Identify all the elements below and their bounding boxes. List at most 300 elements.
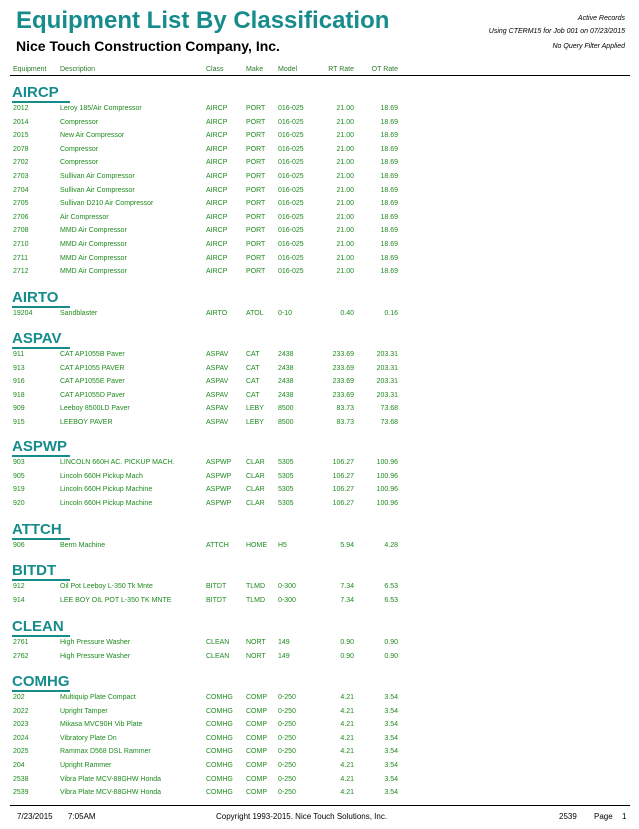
cell-description: LINCOLN 660H AC. PICKUP MACH.: [60, 459, 175, 466]
cell-equipment-id: 919: [13, 486, 25, 494]
table-row: [0, 129, 639, 142]
cell-class: AIRCP: [206, 200, 228, 208]
cell-equipment-id: 918: [13, 391, 25, 399]
table-row: [0, 156, 639, 169]
cell-make: CAT: [246, 391, 260, 399]
cell-model: 0-250: [278, 748, 296, 756]
cell-model: 149: [278, 639, 290, 646]
cell-description: Oil Pot Leeboy L-350 Tk Mnte: [60, 583, 153, 590]
cell-rt-rate: 4.21: [340, 694, 354, 701]
cell-ot-rate: 3.54: [384, 707, 398, 715]
cell-description: Leroy 185/Air Compressor: [60, 105, 142, 112]
cell-description: LEEBOY PAVER: [60, 419, 113, 426]
cell-model: 2438: [278, 378, 294, 386]
cell-rt-rate: 21.00: [336, 241, 354, 248]
cell-ot-rate: 0.90: [384, 639, 398, 646]
table-row: [0, 580, 639, 593]
cell-rt-rate: 233.69: [332, 364, 354, 372]
group-heading: ATTCH: [12, 521, 62, 538]
cell-ot-rate: 18.69: [380, 186, 398, 194]
cell-ot-rate: 203.31: [376, 391, 398, 399]
cell-make: TLMD: [246, 583, 266, 590]
cell-class: COMHG: [206, 721, 233, 729]
cell-description: Vibra Plate MCV-88GHW Honda: [60, 775, 162, 783]
cell-class: AIRCP: [206, 132, 228, 140]
cell-class: ASPAV: [206, 378, 229, 386]
cell-model: 016-025: [278, 159, 304, 167]
cell-make: CLAR: [246, 472, 265, 480]
cell-model: 016-025: [278, 268, 304, 276]
cell-rt-rate: 7.34: [340, 596, 354, 604]
table-row: [0, 732, 639, 745]
cell-make: COMP: [246, 762, 267, 769]
cell-description: Lincoln 660H Pickup Machine: [60, 486, 153, 494]
cell-model: 0-250: [278, 707, 296, 715]
cell-rt-rate: 21.00: [336, 159, 354, 167]
cell-ot-rate: 203.31: [376, 378, 398, 386]
cell-model: 5305: [278, 459, 294, 466]
cell-ot-rate: 0.16: [384, 310, 398, 317]
cell-rt-rate: 21.00: [336, 132, 354, 140]
cell-description: Rammax D568 DSL Rammer: [60, 748, 151, 756]
cell-model: 016-025: [278, 200, 304, 208]
cell-make: ATOL: [246, 310, 264, 317]
cell-ot-rate: 18.69: [380, 118, 398, 126]
cell-rt-rate: 21.00: [336, 118, 354, 126]
cell-rt-rate: 4.21: [340, 789, 354, 797]
meta-active-records: Active Records: [577, 15, 625, 22]
table-row: [0, 705, 639, 718]
cell-model: 016-025: [278, 227, 304, 235]
cell-rt-rate: 21.00: [336, 268, 354, 276]
cell-rt-rate: 233.69: [332, 378, 354, 386]
cell-model: 2438: [278, 351, 294, 358]
cell-equipment-id: 906: [13, 542, 25, 549]
cell-class: AIRCP: [206, 241, 228, 248]
cell-description: Mikasa MVC90H Vib Plate: [60, 721, 143, 729]
cell-class: ASPWP: [206, 486, 232, 494]
cell-model: 0-10: [278, 310, 293, 317]
footer-page-label: Page: [594, 812, 613, 821]
table-row: [0, 389, 639, 402]
cell-ot-rate: 18.69: [380, 254, 398, 262]
table-row: [0, 116, 639, 129]
table-row: [0, 170, 639, 183]
cell-equipment-id: 2704: [13, 186, 29, 194]
cell-make: PORT: [246, 200, 266, 208]
cell-ot-rate: 100.96: [376, 486, 398, 494]
cell-equipment-id: 2025: [13, 748, 29, 756]
cell-rt-rate: 83.73: [336, 405, 354, 413]
cell-class: COMHG: [206, 734, 233, 742]
cell-ot-rate: 18.69: [380, 200, 398, 208]
cell-class: AIRCP: [206, 186, 228, 194]
cell-ot-rate: 3.54: [384, 762, 398, 769]
table-row: [0, 456, 639, 469]
table-row: [0, 143, 639, 156]
cell-rt-rate: 4.21: [340, 762, 354, 769]
cell-description: High Pressure Washer: [60, 639, 131, 646]
cell-model: 016-025: [278, 105, 304, 112]
cell-make: CAT: [246, 378, 260, 386]
footer-copyright: Copyright 1993-2015. Nice Touch Solutions, Inc.: [216, 812, 388, 821]
cell-ot-rate: 4.28: [384, 542, 398, 549]
footer-report-id: 2539: [559, 812, 577, 821]
group-heading: COMHG: [12, 673, 70, 690]
cell-ot-rate: 73.68: [380, 405, 398, 413]
cell-description: Berm Machine: [60, 542, 106, 549]
cell-rt-rate: 21.00: [336, 173, 354, 180]
table-row: [0, 184, 639, 197]
cell-ot-rate: 18.69: [380, 173, 398, 180]
cell-make: PORT: [246, 254, 266, 262]
cell-model: 5305: [278, 499, 294, 507]
cell-description: MMD Air Compressor: [60, 227, 127, 235]
cell-ot-rate: 3.54: [384, 694, 398, 701]
cell-model: 0-250: [278, 721, 296, 729]
cell-description: MMD Air Compressor: [60, 241, 127, 248]
cell-ot-rate: 18.69: [380, 241, 398, 248]
cell-rt-rate: 106.27: [332, 486, 354, 494]
cell-class: ATTCH: [206, 542, 229, 549]
cell-make: PORT: [246, 132, 266, 140]
cell-class: AIRCP: [206, 268, 228, 276]
cell-rt-rate: 0.40: [340, 310, 354, 317]
column-header-rt-rate: RT Rate: [328, 66, 354, 73]
cell-ot-rate: 3.54: [384, 775, 398, 783]
cell-class: ASPAV: [206, 391, 229, 399]
table-row: [0, 307, 639, 320]
cell-ot-rate: 18.69: [380, 213, 398, 221]
table-row: [0, 745, 639, 758]
cell-class: AIRCP: [206, 213, 228, 221]
cell-description: Sullivan Air Compressor: [60, 186, 135, 194]
header-rule: [10, 75, 630, 76]
cell-make: TLMD: [246, 596, 266, 604]
cell-description: Lincoln 660H Pickup Machine: [60, 499, 153, 507]
cell-ot-rate: 100.96: [376, 459, 398, 466]
cell-equipment-id: 911: [13, 351, 25, 358]
cell-class: COMHG: [206, 707, 233, 715]
cell-description: Compressor: [60, 159, 99, 167]
cell-class: AIRTO: [206, 310, 228, 317]
cell-class: ASPWP: [206, 472, 232, 480]
table-row: [0, 786, 639, 799]
cell-class: CLEAN: [206, 639, 230, 646]
footer-time: 7:05AM: [68, 812, 96, 821]
cell-description: Upright Tamper: [60, 707, 108, 715]
table-row: [0, 265, 639, 278]
cell-rt-rate: 106.27: [332, 459, 354, 466]
cell-equipment-id: 2762: [13, 652, 29, 660]
cell-equipment-id: 2703: [13, 173, 29, 180]
table-row: [0, 348, 639, 361]
cell-rt-rate: 5.94: [340, 542, 354, 549]
cell-model: 0-250: [278, 734, 296, 742]
cell-equipment-id: 2702: [13, 159, 29, 167]
cell-description: Leeboy 8500LD Paver: [60, 405, 130, 413]
cell-class: AIRCP: [206, 105, 228, 112]
cell-model: 2438: [278, 391, 294, 399]
cell-equipment-id: 920: [13, 499, 25, 507]
footer-rule: [10, 805, 630, 806]
cell-make: PORT: [246, 213, 266, 221]
table-row: [0, 497, 639, 510]
cell-model: 0-250: [278, 789, 296, 797]
column-header-model: Model: [278, 66, 298, 73]
cell-rt-rate: 21.00: [336, 145, 354, 153]
cell-description: CAT AP1055D Paver: [60, 391, 126, 399]
cell-class: ASPWP: [206, 459, 232, 466]
cell-rt-rate: 4.21: [340, 748, 354, 756]
cell-class: COMHG: [206, 775, 233, 783]
cell-equipment-id: 2711: [13, 254, 29, 262]
cell-equipment-id: 2022: [13, 707, 29, 715]
cell-equipment-id: 2012: [13, 105, 29, 112]
cell-class: COMHG: [206, 789, 233, 797]
cell-equipment-id: 19204: [13, 310, 33, 317]
cell-model: H5: [278, 542, 287, 549]
cell-class: COMHG: [206, 762, 233, 769]
cell-ot-rate: 18.69: [380, 159, 398, 167]
cell-description: Lincoln 660H Pickup Mach: [60, 472, 143, 480]
cell-make: COMP: [246, 721, 267, 729]
table-row: [0, 636, 639, 649]
cell-make: COMP: [246, 775, 267, 783]
cell-make: PORT: [246, 118, 266, 126]
cell-description: Sandblaster: [60, 310, 98, 317]
cell-rt-rate: 4.21: [340, 721, 354, 729]
report-title: Equipment List By Classification: [16, 7, 390, 34]
table-row: [0, 197, 639, 210]
cell-model: 0-300: [278, 596, 296, 604]
cell-equipment-id: 2706: [13, 213, 29, 221]
cell-class: COMHG: [206, 694, 233, 701]
column-header-class: Class: [206, 66, 224, 73]
cell-equipment-id: 909: [13, 405, 25, 413]
cell-class: ASPAV: [206, 405, 229, 413]
cell-class: ASPAV: [206, 364, 229, 372]
cell-make: NORT: [246, 652, 266, 660]
cell-rt-rate: 233.69: [332, 351, 354, 358]
cell-equipment-id: 2705: [13, 200, 29, 208]
cell-ot-rate: 6.53: [384, 596, 398, 604]
cell-model: 0-250: [278, 775, 296, 783]
cell-equipment-id: 2023: [13, 721, 29, 729]
cell-equipment-id: 916: [13, 378, 25, 386]
column-header-ot-rate: OT Rate: [371, 66, 398, 73]
table-row: [0, 773, 639, 786]
cell-make: PORT: [246, 159, 266, 167]
cell-model: 0-250: [278, 762, 296, 769]
cell-class: BITDT: [206, 596, 227, 604]
cell-rt-rate: 0.90: [340, 652, 354, 660]
cell-ot-rate: 203.31: [376, 364, 398, 372]
cell-make: PORT: [246, 241, 266, 248]
cell-rt-rate: 21.00: [336, 227, 354, 235]
cell-equipment-id: 915: [13, 419, 25, 426]
cell-ot-rate: 18.69: [380, 132, 398, 140]
cell-equipment-id: 2710: [13, 241, 29, 248]
cell-model: 8500: [278, 405, 294, 413]
cell-class: ASPWP: [206, 499, 232, 507]
cell-description: Vibra Plate MCV-88GHW Honda: [60, 789, 162, 797]
cell-ot-rate: 3.54: [384, 734, 398, 742]
cell-ot-rate: 73.68: [380, 419, 398, 426]
table-row: [0, 759, 639, 772]
cell-rt-rate: 7.34: [340, 583, 354, 590]
cell-rt-rate: 21.00: [336, 213, 354, 221]
group-heading: AIRCP: [12, 84, 59, 101]
group-heading: ASPWP: [12, 438, 68, 455]
cell-equipment-id: 2078: [13, 145, 29, 153]
cell-make: CLAR: [246, 459, 265, 466]
cell-description: CAT AP1055B Paver: [60, 351, 125, 358]
cell-make: CAT: [246, 364, 260, 372]
cell-model: 5305: [278, 486, 294, 494]
cell-equipment-id: 913: [13, 364, 25, 372]
cell-ot-rate: 3.54: [384, 748, 398, 756]
cell-model: 8500: [278, 419, 294, 426]
cell-description: Compressor: [60, 118, 99, 126]
cell-class: ASPAV: [206, 351, 229, 358]
cell-rt-rate: 0.90: [340, 639, 354, 646]
table-row: [0, 539, 639, 552]
cell-equipment-id: 914: [13, 596, 25, 604]
cell-make: PORT: [246, 268, 266, 276]
cell-rt-rate: 106.27: [332, 499, 354, 507]
cell-model: 149: [278, 652, 290, 660]
table-row: [0, 650, 639, 663]
cell-equipment-id: 2024: [13, 734, 29, 742]
cell-ot-rate: 6.53: [384, 583, 398, 590]
footer-date: 7/23/2015: [17, 812, 53, 821]
table-row: [0, 375, 639, 388]
column-header-description: Description: [60, 66, 96, 73]
cell-make: PORT: [246, 105, 266, 112]
cell-make: COMP: [246, 789, 267, 797]
cell-class: CLEAN: [206, 652, 230, 660]
cell-class: AIRCP: [206, 173, 228, 180]
cell-ot-rate: 100.96: [376, 499, 398, 507]
cell-ot-rate: 18.69: [380, 227, 398, 235]
meta-query-filter: No Query Filter Applied: [552, 43, 625, 50]
cell-model: 5305: [278, 472, 294, 480]
cell-make: PORT: [246, 145, 266, 153]
cell-model: 016-025: [278, 145, 304, 153]
cell-description: LEE BOY OIL POT L-350 TK MNTE: [60, 596, 172, 604]
cell-equipment-id: 2015: [13, 132, 29, 140]
cell-make: PORT: [246, 227, 266, 235]
cell-model: 016-025: [278, 118, 304, 126]
cell-make: CAT: [246, 351, 260, 358]
cell-ot-rate: 203.31: [376, 351, 398, 358]
cell-description: New Air Compressor: [60, 132, 125, 140]
table-row: [0, 224, 639, 237]
table-row: [0, 470, 639, 483]
cell-description: Air Compressor: [60, 213, 109, 221]
cell-model: 016-025: [278, 254, 304, 262]
group-heading: AIRTO: [12, 289, 59, 306]
cell-description: CAT AP1055E Paver: [60, 378, 125, 386]
cell-class: AIRCP: [206, 118, 228, 126]
column-header-make: Make: [246, 66, 264, 73]
cell-description: Compressor: [60, 145, 99, 153]
cell-description: Vibratory Plate Dn: [60, 734, 117, 742]
cell-model: 016-025: [278, 132, 304, 140]
cell-class: ASPAV: [206, 419, 229, 426]
group-heading: CLEAN: [12, 618, 64, 635]
table-row: [0, 252, 639, 265]
cell-equipment-id: 202: [13, 694, 25, 701]
group-heading: BITDT: [12, 562, 57, 579]
table-row: [0, 102, 639, 115]
table-row: [0, 362, 639, 375]
cell-equipment-id: 2014: [13, 118, 29, 126]
cell-rt-rate: 106.27: [332, 472, 354, 480]
cell-make: COMP: [246, 707, 267, 715]
table-row: [0, 416, 639, 429]
cell-rt-rate: 21.00: [336, 200, 354, 208]
cell-class: AIRCP: [206, 159, 228, 167]
cell-description: CAT AP1055 PAVER: [60, 364, 125, 372]
cell-description: Sullivan D210 Air Compressor: [60, 200, 154, 208]
cell-description: Sullivan Air Compressor: [60, 173, 135, 180]
cell-class: AIRCP: [206, 254, 228, 262]
cell-rt-rate: 21.00: [336, 254, 354, 262]
cell-ot-rate: 18.69: [380, 268, 398, 276]
cell-ot-rate: 0.90: [384, 652, 398, 660]
cell-class: COMHG: [206, 748, 233, 756]
cell-rt-rate: 233.69: [332, 391, 354, 399]
cell-description: MMD Air Compressor: [60, 268, 127, 276]
cell-class: AIRCP: [206, 227, 228, 235]
table-row: [0, 594, 639, 607]
cell-model: 016-025: [278, 186, 304, 194]
cell-equipment-id: 2708: [13, 227, 29, 235]
footer-page-number: 1: [622, 812, 627, 821]
meta-job-info: Using CTERM15 for Job 001 on 07/23/2015: [488, 28, 625, 35]
cell-rt-rate: 4.21: [340, 734, 354, 742]
cell-description: Upright Rammer: [60, 762, 112, 769]
cell-make: NORT: [246, 639, 266, 646]
column-header-equipment: Equipment: [13, 66, 47, 73]
cell-make: LEBY: [246, 405, 264, 413]
table-row: [0, 402, 639, 415]
cell-ot-rate: 3.54: [384, 721, 398, 729]
cell-equipment-id: 2712: [13, 268, 29, 276]
table-row: [0, 211, 639, 224]
cell-description: High Pressure Washer: [60, 652, 131, 660]
cell-rt-rate: 4.21: [340, 775, 354, 783]
cell-equipment-id: 905: [13, 472, 25, 480]
cell-make: PORT: [246, 173, 266, 180]
cell-model: 016-025: [278, 241, 304, 248]
cell-equipment-id: 2538: [13, 775, 29, 783]
cell-rt-rate: 21.00: [336, 105, 354, 112]
cell-equipment-id: 204: [13, 762, 25, 769]
table-row: [0, 238, 639, 251]
cell-equipment-id: 2761: [13, 639, 29, 646]
cell-model: 0-250: [278, 694, 296, 701]
cell-rt-rate: 21.00: [336, 186, 354, 194]
cell-class: AIRCP: [206, 145, 228, 153]
cell-rt-rate: 83.73: [336, 419, 354, 426]
cell-make: LEBY: [246, 419, 264, 426]
cell-make: PORT: [246, 186, 266, 194]
cell-model: 2438: [278, 364, 294, 372]
cell-make: COMP: [246, 694, 267, 701]
